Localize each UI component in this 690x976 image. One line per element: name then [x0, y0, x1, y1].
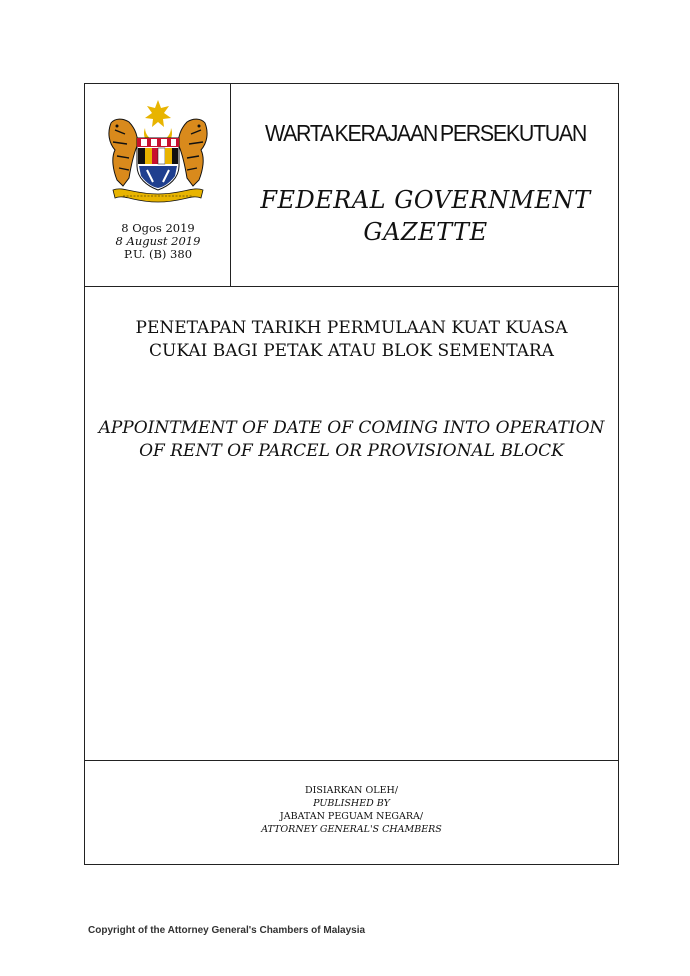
subject-english-line1: APPOINTMENT OF DATE OF COMING INTO OPERATION: [98, 418, 605, 438]
malaysia-coat-of-arms-icon: [103, 98, 213, 208]
subject-malay: [85, 317, 618, 363]
subject-english-line2: OF RENT OF PARCEL OR PROVISIONAL BLOCK: [139, 441, 564, 461]
footer-divider: [85, 760, 618, 761]
gazette-title-malay: WARTA KERAJAAN PERSEKUTUAN: [265, 120, 586, 146]
subject-malay-line2: CUKAI BAGI PETAK ATAU BLOK SEMENTARA: [149, 341, 554, 361]
gazette-title-english-line2: GAZETTE: [363, 218, 488, 246]
copyright-notice: Copyright of the Attorney General's Chambers of Malaysia: [88, 925, 366, 936]
published-by-english: PUBLISHED BY: [313, 798, 390, 809]
issue-dates: [85, 222, 231, 261]
date-english: 8 August 2019: [115, 234, 201, 248]
publisher-name-english: ATTORNEY GENERAL'S CHAMBERS: [261, 824, 442, 835]
header-divider: [85, 286, 618, 287]
subject-malay-line1: PENETAPAN TARIKH PERMULAAN KUAT KUASA: [135, 318, 568, 338]
publisher-block: [85, 784, 618, 836]
gazette-title-english-line1: FEDERAL GOVERNMENT: [260, 186, 591, 214]
gazette-cover-frame: [84, 83, 619, 865]
date-malay: 8 Ogos 2019: [121, 221, 195, 235]
header-left-panel: [85, 84, 231, 286]
publisher-name-malay: JABATAN PEGUAM NEGARA/: [279, 811, 424, 822]
subject-english: [85, 417, 618, 463]
publication-reference: P.U. (B) 380: [123, 247, 193, 261]
published-by-malay: DISIARKAN OLEH/: [304, 785, 399, 796]
gazette-title-english: [231, 184, 620, 248]
